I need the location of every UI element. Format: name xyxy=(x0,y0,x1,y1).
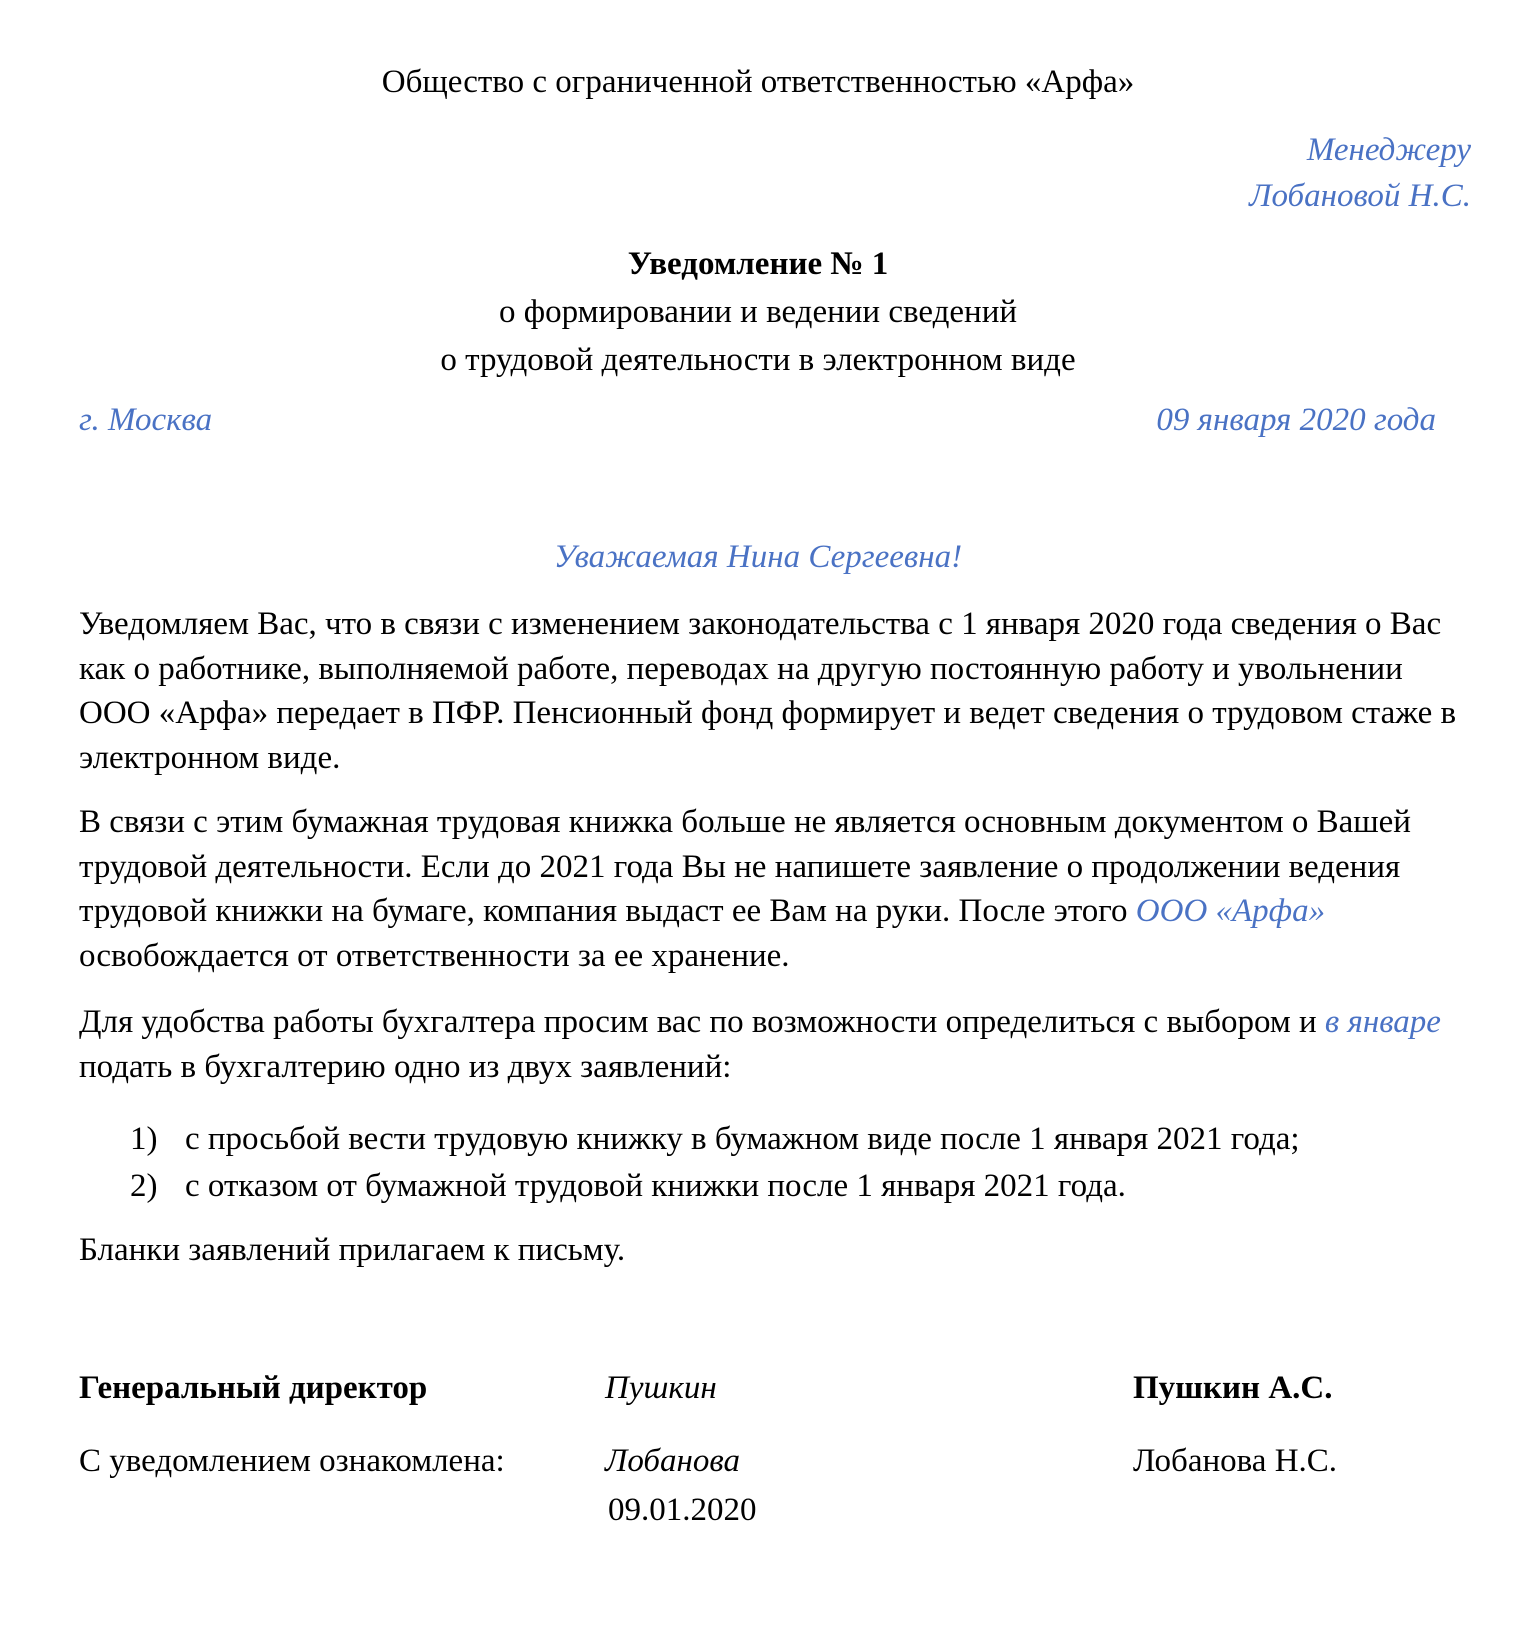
paragraph-3-text-a: Для удобства работы бухгалтера просим вас по возможности определиться с выбором и xyxy=(79,1004,1325,1040)
list-item-number: 1) xyxy=(130,1121,158,1157)
title-line-3: о трудовой деятельности в электронном виде xyxy=(440,342,1076,378)
recipient-block xyxy=(1249,127,1471,219)
document-title xyxy=(0,240,1516,384)
month-highlight: в январе xyxy=(1324,1004,1441,1040)
employee-name: Лобанова Н.С. xyxy=(1133,1443,1338,1479)
employee-signature: Лобанова xyxy=(605,1443,740,1479)
organization-name: Общество с ограниченной ответственностью «Арфа» xyxy=(381,64,1135,100)
director-name: Пушкин А.С. xyxy=(1133,1370,1333,1406)
paragraph-3 xyxy=(79,1000,1479,1089)
paragraph-2-text-a: В связи с этим бумажная трудовая книжка больше не является основным документом о Вашей трудовой деятельности. Если до 2021 года Вы не напишете заявление о продолжении ведения трудовой книжки на бумаге, компания выдаст ее Вам на руки. После этого xyxy=(79,804,1411,929)
paragraph-3-text-b: подать в бухгалтерию одно из двух заявлений: xyxy=(79,1048,732,1085)
place: г. Москва xyxy=(79,402,213,438)
paragraph-1: Уведомляем Вас, что в связи с изменением законодательства с 1 января 2020 года сведения о Вас как о работнике, выполняемой работе, переводах на другую постоянную работу и увольнении ООО «Арфа» передает в ПФР. Пенсионный фонд формирует и ведет сведения о трудовом стаже в электронном виде. xyxy=(79,606,1457,776)
application-options-list xyxy=(130,1116,1300,1210)
recipient-position: Менеджеру xyxy=(1306,132,1471,168)
list-item xyxy=(130,1163,1300,1210)
paragraph-2 xyxy=(79,800,1479,978)
list-item xyxy=(130,1116,1300,1163)
paragraph-2-text-b: освобождается от ответственности за ее хранение. xyxy=(79,937,790,974)
list-item-number: 2) xyxy=(130,1168,158,1204)
document-date: 09 января 2020 года xyxy=(1156,402,1436,438)
director-role: Генеральный директор xyxy=(79,1370,428,1406)
title-heading: Уведомление № 1 xyxy=(627,246,889,282)
acknowledgement-label: С уведомлением ознакомлена: xyxy=(79,1443,505,1479)
greeting: Уважаемая Нина Сергеевна! xyxy=(553,539,963,575)
list-item-text: с просьбой вести трудовую книжку в бумажном виде после 1 января 2021 года; xyxy=(185,1121,1300,1157)
acknowledgement-date: 09.01.2020 xyxy=(608,1492,757,1528)
paragraph-4: Бланки заявлений прилагаем к письму. xyxy=(79,1232,626,1268)
title-line-2: о формировании и ведении сведений xyxy=(498,294,1018,330)
list-item-text: с отказом от бумажной трудовой книжки после 1 января 2021 года. xyxy=(185,1168,1126,1204)
director-signature: Пушкин xyxy=(605,1370,717,1406)
recipient-name: Лобановой Н.С. xyxy=(1249,178,1471,214)
company-highlight: ООО «Арфа» xyxy=(1135,893,1326,929)
